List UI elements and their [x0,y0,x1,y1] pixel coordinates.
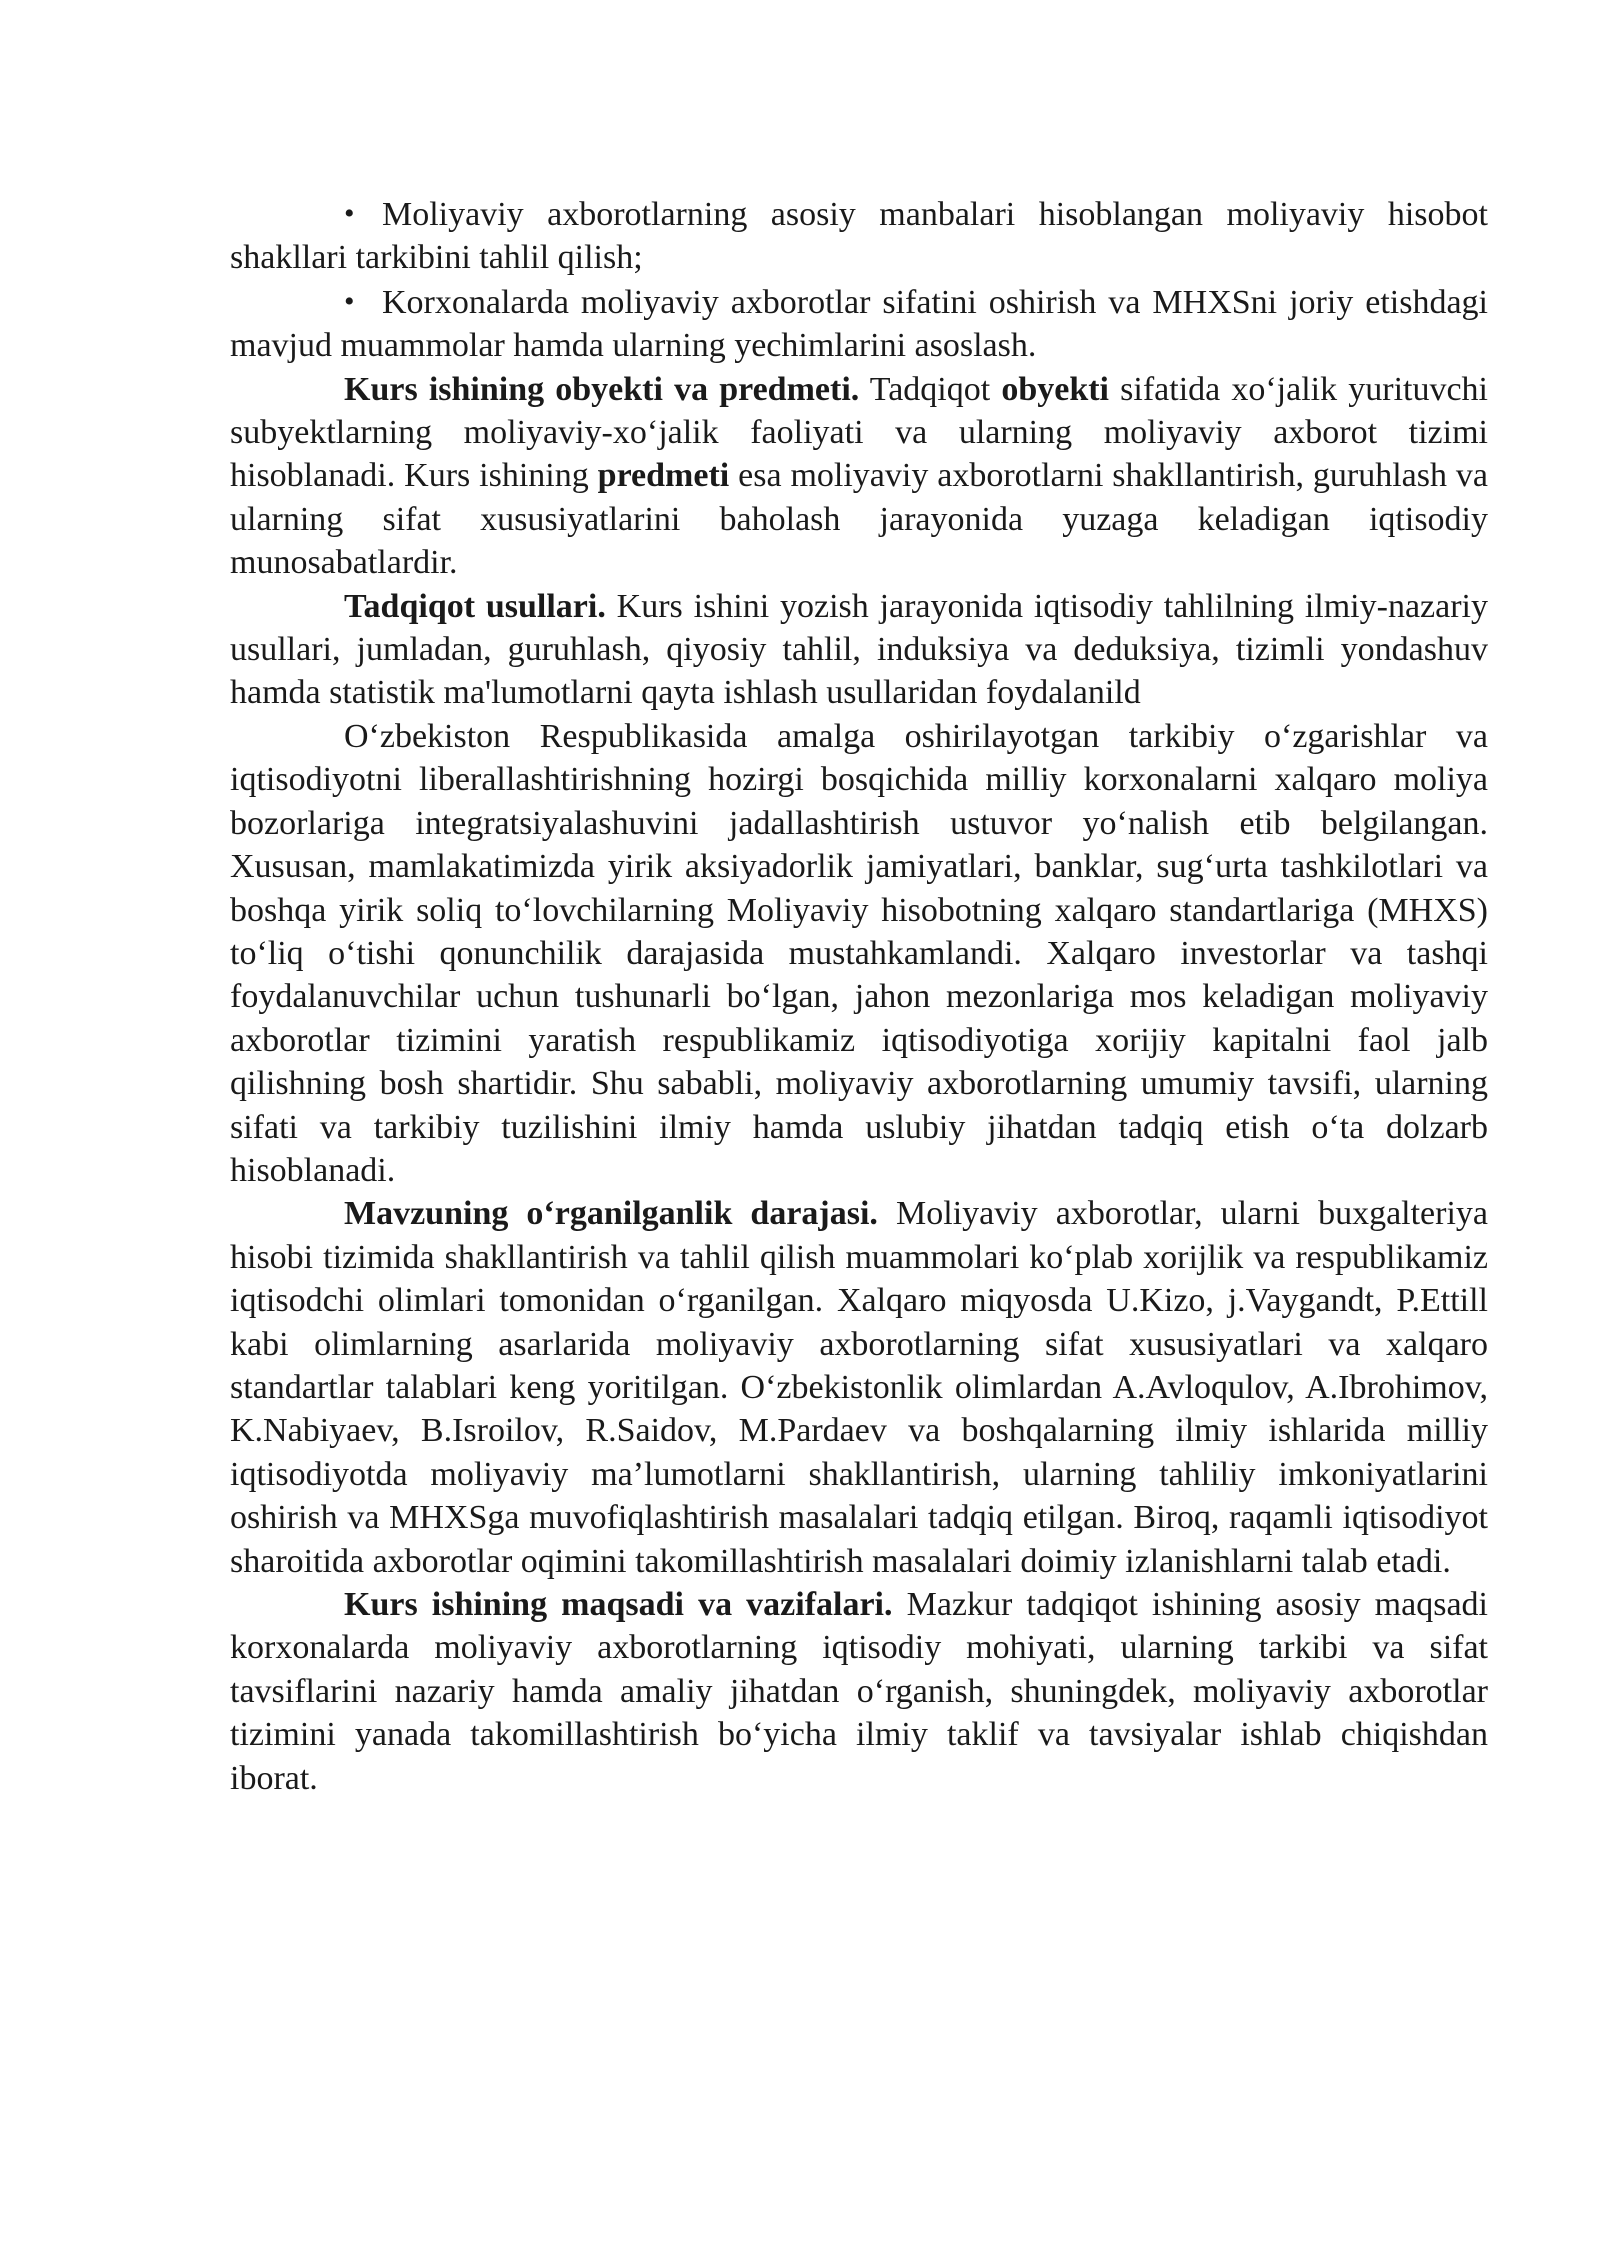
object-text-3: esa moliyaviy axborotlarni shakllantirish, guruhlash va ularning sifat xususiyatlarini baholash jarayonida yuzaga keladigan iqtisodiy munosabatlardir. [230,457,1488,582]
subject-bold-term: predmeti [597,457,730,495]
goal-heading: Kurs ishining maqsadi va vazifalari. [344,1586,893,1623]
object-bold-term: obyekti [1001,370,1110,408]
study-heading: Mavzuning o‘rganilganlik darajasi. [344,1195,878,1233]
bullet-icon [344,280,382,323]
object-heading: Kurs ishining obyekti va predmeti. [344,370,860,408]
document-page [230,192,1488,1800]
relevance-paragraph: O‘zbekiston Respublikasida amalga oshirilayotgan tarkibiy o‘zgarishlar va iqtisodiyotni liberallashtirishning hozirgi bosqichida milliy korxonalarni xalqaro moliya bozorlariga integratsiyalashuvini jadallashtirish ustuvor yo‘nalish etib belgilangan. Xususan, mamlakatimizda yirik aksiyadorlik jamiyatlari, banklar, sug‘urta tashkilotlari va boshqa yirik soliq to‘lovchilarning Moliyaviy hisobotning xalqaro standartlariga (MHXS) to‘liq o‘tishi qonunchilik darajasida mustahkamlandi. Xalqaro investorlar va tashqi foydalanuvchilar uchun tushunarli bo‘lgan, jahon mezonlariga mos keladigan moliyaviy axborotlar tizimini yaratish respublikamiz iqtisodiyotiga xorijiy kapitalni faol jalb qilishning bosh shartidir. Shu sababli, moliyaviy axborotlarning umumiy tavsifi, ularning sifati va tarkibiy tuzilishini ilmiy hamda uslubiy jihatdan tadqiq etish o‘ta dolzarb hisoblanadi. [230,717,1488,1189]
object-paragraph [230,368,1488,585]
object-text-1: Tadqiqot [859,370,1002,408]
bullet-item [230,280,1488,368]
bullet-icon [344,192,382,235]
goal-text: Mazkur tadqiqot ishining asosiy maqsadi korxonalarda moliyaviy axborotlarning iqtisodiy mohiyati, ularning tarkibi va sifat tavsiflarini nazariy hamda amaliy jihatdan o‘rganish, shuningdek, moliyaviy axborotlar tizimini yanada takomillashtirish bo‘yicha ilmiy taklif va tavsiyalar ishlab chiqishdan iborat. [230,1586,1488,1797]
bullet-text: Moliyaviy axborotlarning asosiy manbalari hisoblangan moliyaviy hisobot shakllari tarkibini tahlil qilish; [230,196,1488,277]
bullet-item [230,192,1488,280]
study-text: Moliyaviy axborotlar, ularni buxgalteriya hisobi tizimida shakllantirish va tahlil qilish muammolari ko‘plab xorijlik va respublikamiz iqtisodchi olimlari tomonidan o‘rganilgan. Xalqaro miqyosda U.Kizo, j.Vaygandt, P.Ettill kabi olimlarning asarlarida moliyaviy axborotlarning sifat xususiyatlari va xalqaro standartlar talablari keng yoritilgan. O‘zbekistonlik olimlardan A.Avloqulov, A.Ibrohimov, K.Nabiyaev, B.Isroilov, R.Saidov, M.Pardaev va boshqalarning ilmiy ishlarida milliy iqtisodiyotda moliyaviy ma’lumotlarni shakllantirish, ularning tahliliy imkoniyatlarini oshirish va MHXSga muvofiqlashtirish masalalari tadqiq etilgan. Biroq, raqamli iqtisodiyot sharoitida axborotlar oqimini takomillashtirish masalalari doimiy izlanishlarni talab etadi. [230,1195,1488,1580]
methods-heading: Tadqiqot usullari. [344,587,606,625]
methods-paragraph [230,585,1488,715]
methods-text: Kurs ishini yozish jarayonida iqtisodiy tahlilning ilmiy-nazariy usullari, jumladan, guruhlash, qiyosiy tahlil, induksiya va deduksiya, tizimli yondashuv hamda statistik ma'lumotlarni qayta ishlash usullaridan foydalanild [230,587,1488,712]
bullet-text: Korxonalarda moliyaviy axborotlar sifatini oshirish va MHXSni joriy etishdagi mavjud muammolar hamda ularning yechimlarini asoslash. [230,283,1488,365]
goal-paragraph [230,1583,1488,1800]
study-paragraph [230,1192,1488,1583]
object-text-2: sifatida xo‘jalik yurituvchi subyektlarning moliyaviy-xo‘jalik faoliyati va ularning moliyaviy axborot tizimi hisoblanadi. Kurs ishining [230,370,1489,495]
